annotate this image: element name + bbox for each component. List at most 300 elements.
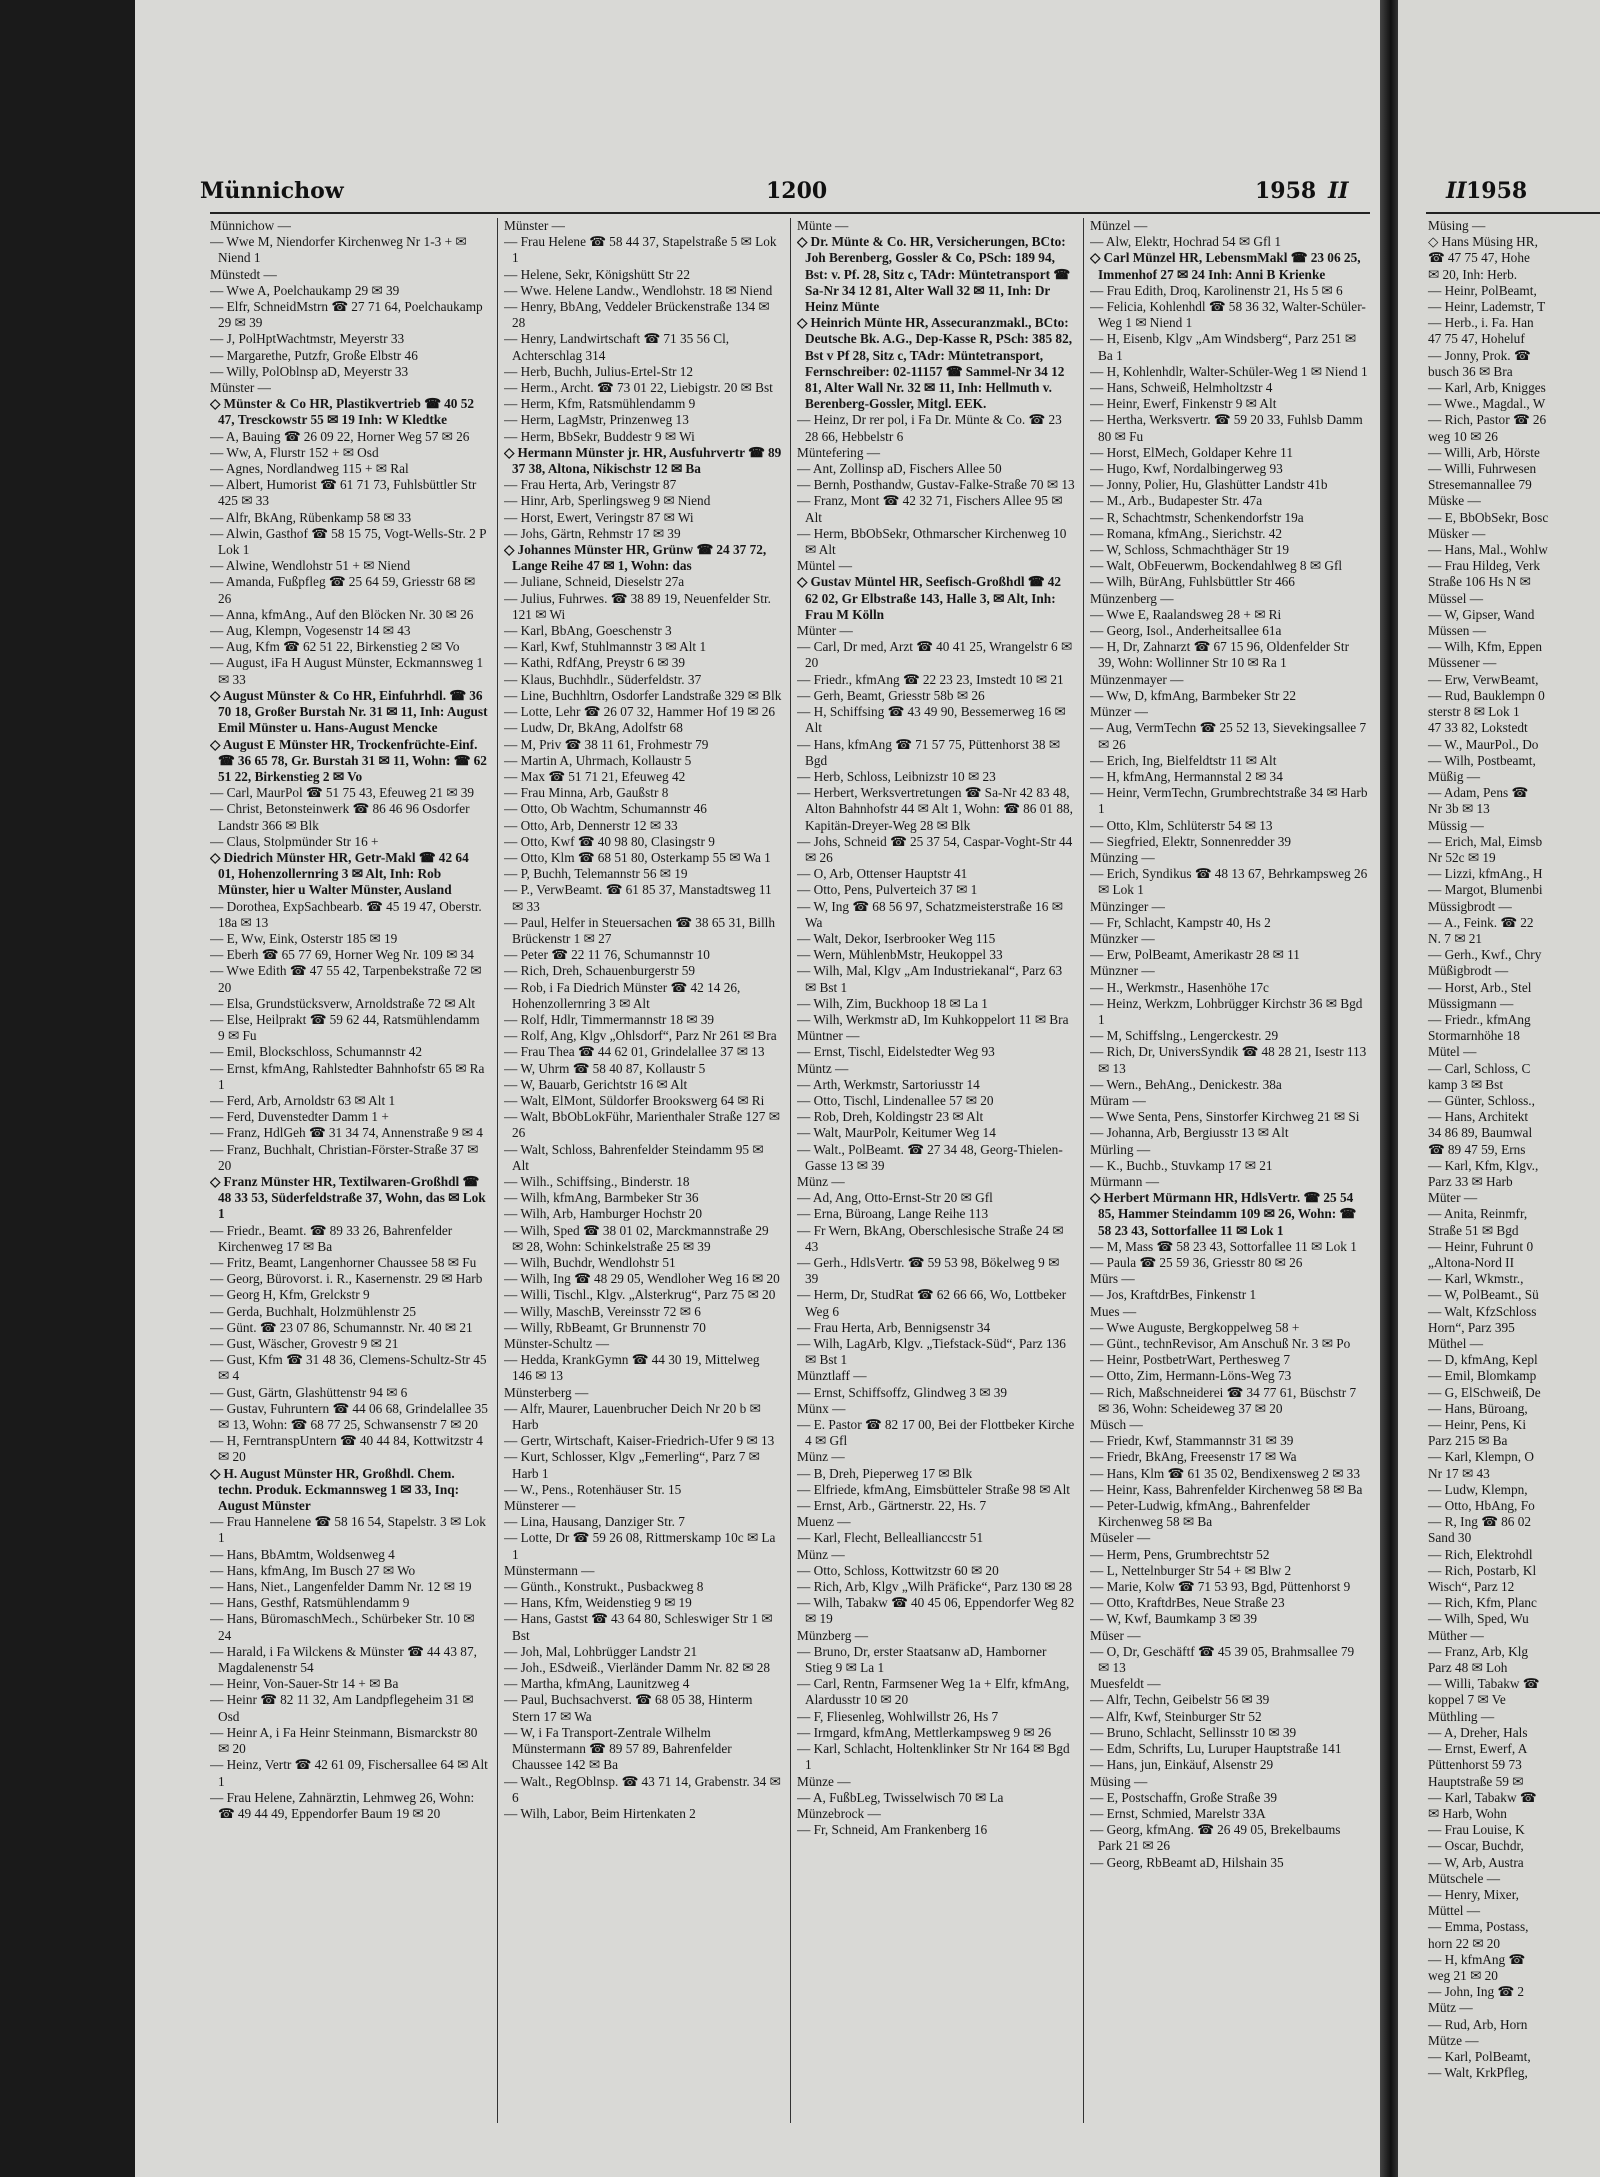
- directory-entry: — Georg, kfmAng. ☎ 26 49 05, Brekelbaums Park 21 ✉ 26: [1090, 1822, 1341, 1854]
- directory-entry: — Herm, LagMstr, Prinzenweg 13: [504, 412, 689, 428]
- directory-entry: — Alfr, Techn, Geibelstr 56 ✉ 39: [1090, 1692, 1270, 1708]
- next-page-entry: — A, Dreher, Hals: [1428, 1724, 1528, 1740]
- directory-entry: — Horst, ElMech, Goldaper Kehre 11: [1090, 444, 1293, 460]
- directory-entry: — Rob, i Fa Diedrich Münster ☎ 42 14 26, Hohenzollernring 3 ✉ Alt: [504, 979, 741, 1011]
- next-page-entry: Stresemannallee 79: [1428, 477, 1532, 493]
- next-page-entry: — Karl, Klempn, O: [1428, 1449, 1534, 1465]
- directory-entry: — Wilh, Tabakw ☎ 40 45 06, Eppendorfer Weg 82 ✉ 19: [797, 1595, 1075, 1627]
- directory-entry: — Wilh, Sped ☎ 38 01 02, Marckmannstraße 29 ✉ 28, Wohn: Schinkelstraße 25 ✉ 39: [504, 1222, 769, 1254]
- next-page-entry: Müssig —: [1428, 817, 1484, 833]
- directory-entry: — Frau Hannelene ☎ 58 16 54, Stapelstr. 3 ✉ Lok 1: [210, 1514, 486, 1546]
- directory-entry: — Hans, kfmAng, Im Busch 27 ✉ Wo: [210, 1562, 416, 1578]
- directory-entry: — Bernh, Posthandw, Gustav-Falke-Straße 70 ✉ 13: [797, 477, 1075, 493]
- next-page-entry: 34 86 89, Baumwal: [1428, 1125, 1533, 1141]
- directory-entry: — Frau Herta, Arb, Bennigsenstr 34: [797, 1319, 991, 1335]
- surname-heading: Mürmann —: [1090, 1173, 1160, 1189]
- directory-entry: — P., VerwBeamt. ☎ 61 85 37, Manstadtsweg 11 ✉ 33: [504, 882, 772, 914]
- column-divider: [497, 218, 498, 2123]
- surname-heading: Münster-Schultz —: [504, 1336, 609, 1352]
- next-page-entry: ✉ Harb, Wohn: [1428, 1805, 1507, 1821]
- directory-entry: — Heinr, PostbetrWart, Perthesweg 7: [1090, 1352, 1291, 1368]
- next-page-entry: ◇ Hans Müsing HR,: [1428, 234, 1538, 250]
- directory-entry: — Ernst, Schiffsoffz, Glindweg 3 ✉ 39: [797, 1384, 1008, 1400]
- surname-heading: Müntz —: [797, 1060, 849, 1076]
- next-page-entry: — Karl, Kfm, Klgv.,: [1428, 1157, 1539, 1173]
- directory-entry: — Heinr, Ewerf, Finkenstr 9 ✉ Alt: [1090, 396, 1277, 412]
- directory-entry: — Otto, Ob Wachtm, Schumannstr 46: [504, 801, 707, 817]
- directory-entry: — Lotte, Lehr ☎ 26 07 32, Hammer Hof 19 ✉ 26: [504, 704, 776, 720]
- directory-entry: — Irmgard, kfmAng, Mettlerkampsweg 9 ✉ 26: [797, 1724, 1052, 1740]
- directory-entry: — W, i Fa Transport-Zentrale Wilhelm Münstermann ☎ 89 57 89, Bahrenfelder Chaussee 142 ✉ Ba: [504, 1724, 732, 1773]
- next-page-entry: Müthling —: [1428, 1708, 1495, 1724]
- directory-entry: — Georg H, Kfm, Grelckstr 9: [210, 1287, 370, 1303]
- directory-entry: — Heinz, Werkzm, Lohbrügger Kirchstr 36 ✉ Bgd 1: [1090, 995, 1363, 1027]
- directory-entry: — Walt, Schloss, Bahrenfelder Steindamm 95 ✉ Alt: [504, 1141, 764, 1173]
- next-page-entry: Püttenhorst 59 73: [1428, 1757, 1522, 1773]
- next-page-volume: II: [1446, 178, 1467, 204]
- next-page-entry: — Horst, Arb., Stel: [1428, 979, 1532, 995]
- directory-entry: — Rolf, Hdlr, Timmermannstr 18 ✉ 39: [504, 1011, 715, 1027]
- directory-entry: — Christ, Betonsteinwerk ☎ 86 46 96 Osdorfer Landstr 366 ✉ Blk: [210, 801, 470, 833]
- directory-entry: — Lotte, Dr ☎ 59 26 08, Rittmerskamp 10c ✉ La 1: [504, 1530, 776, 1562]
- directory-entry: — Herm, BbObSekr, Othmarscher Kirchenweg 10 ✉ Alt: [797, 525, 1067, 558]
- next-page-entry: Müßigbrodt —: [1428, 963, 1509, 979]
- directory-entry: ◇ Johannes Münster HR, Grünw ☎ 24 37 72, Lange Reihe 47 ✉ 1, Wohn: das: [504, 542, 767, 574]
- surname-heading: Münzinger —: [1090, 898, 1165, 914]
- page-number: 1200: [766, 178, 828, 204]
- directory-entry: — Ww, D, kfmAng, Barmbeker Str 22: [1090, 687, 1297, 703]
- directory-entry: — Elfr, SchneidMstrn ☎ 27 71 64, Poelchaukamp 29 ✉ 39: [210, 299, 483, 331]
- directory-entry: — Marie, Kolw ☎ 71 53 93, Bgd, Püttenhorst 9: [1090, 1579, 1351, 1595]
- directory-entry: — Frau Minna, Arb, Gaußstr 8: [504, 785, 669, 801]
- next-page-entry: horn 22 ✉ 20: [1428, 1935, 1501, 1951]
- next-page-entry: — Willi, Fuhrwesen: [1428, 461, 1537, 477]
- directory-entry: — Arth, Werkmstr, Sartoriusstr 14: [797, 1076, 980, 1092]
- directory-entry: — Willy, PolOblnsp aD, Meyerstr 33: [210, 363, 409, 379]
- directory-entry: — Wwe Auguste, Bergkoppelweg 58 +: [1090, 1319, 1300, 1335]
- next-page-entry: Müssigmann —: [1428, 995, 1514, 1011]
- directory-entry: — Gerda, Buchhalt, Holzmühlenstr 25: [210, 1303, 417, 1319]
- directory-entry: — Joh, Mal, Lohbrügger Landstr 21: [504, 1643, 698, 1659]
- next-page-entry: — Hans, Büroang,: [1428, 1400, 1528, 1416]
- next-page-entry: Sand 30: [1428, 1530, 1472, 1546]
- directory-entry: — Franz, Mont ☎ 42 32 71, Fischers Allee 95 ✉ Alt: [797, 493, 1063, 525]
- directory-entry: — Herm, BbSekr, Buddestr 9 ✉ Wi: [504, 428, 695, 444]
- surname-heading: Münzel —: [1090, 218, 1148, 233]
- surname-heading: Münnichow —: [210, 218, 291, 233]
- next-page-entry: — W, PolBeamt., Sü: [1428, 1287, 1539, 1303]
- next-page-entry: Nr 17 ✉ 43: [1428, 1465, 1490, 1481]
- next-page-entry: — Willi, Tabakw ☎: [1428, 1676, 1540, 1692]
- directory-entry: — Peter ☎ 22 11 76, Schumannstr 10: [504, 947, 710, 963]
- next-page-entry: — Rich, Pastor ☎ 26: [1428, 412, 1547, 428]
- next-page-entry: — W, Gipser, Wand: [1428, 606, 1535, 622]
- directory-entry: — Emil, Blockschloss, Schumannstr 42: [210, 1044, 423, 1060]
- next-page-entry: — Anita, Reinmfr,: [1428, 1206, 1528, 1222]
- surname-heading: Münsterer —: [504, 1498, 576, 1514]
- surname-heading: Müram —: [1090, 1092, 1146, 1108]
- directory-entry: — Juliane, Schneid, Dieselstr 27a: [504, 574, 685, 590]
- surname-heading: Münze —: [797, 1773, 851, 1789]
- directory-entry: — Elsa, Grundstücksverw, Arnoldstraße 72 ✉ Alt: [210, 995, 476, 1011]
- directory-entry: — Eberh ☎ 65 77 69, Horner Weg Nr. 109 ✉ 34: [210, 947, 474, 963]
- directory-entry: — Wilh, Labor, Beim Hirtenkaten 2: [504, 1805, 696, 1821]
- next-page-entry: — E, BbObSekr, Bosc: [1428, 509, 1549, 525]
- directory-entry: — Fritz, Beamt, Langenhorner Chaussee 58 ✉ Fu: [210, 1255, 477, 1270]
- surname-heading: Münzker —: [1090, 930, 1155, 946]
- column-divider: [1083, 218, 1084, 2123]
- next-page-entry: — Wilh, Sped, Wu: [1428, 1611, 1529, 1627]
- next-page-entry: — H, kfmAng ☎: [1428, 1951, 1526, 1967]
- directory-entry: — Fr, Schneid, Am Frankenberg 16: [797, 1822, 988, 1838]
- directory-entry: — Willy, RbBeamt, Gr Brunnenstr 70: [504, 1319, 706, 1335]
- next-page-entry: ☎ 47 75 47, Hohe: [1428, 250, 1530, 266]
- next-page-entry: — Karl, Wkmstr.,: [1428, 1271, 1524, 1287]
- directory-entry: — Herm., Archt. ☎ 73 01 22, Liebigstr. 20 ✉ Bst: [504, 380, 773, 396]
- directory-entry: — Amanda, Fußpfleg ☎ 25 64 59, Griesstr 68 ✉ 26: [210, 574, 476, 606]
- next-page-entry: Nr 3b ✉ 13: [1428, 801, 1490, 817]
- directory-entry: — Walt, BbObLokFühr, Marienthaler Straße 127 ✉ 26: [504, 1109, 780, 1141]
- directory-entry: — Wwe A, Poelchaukamp 29 ✉ 39: [210, 282, 400, 298]
- next-page-entry: busch 36 ✉ Bra: [1428, 363, 1513, 379]
- next-page-entry: — Wilh, Postbeamt,: [1428, 752, 1536, 768]
- directory-entry: — Carl, Dr med, Arzt ☎ 40 41 25, Wrangelstr 6 ✉ 20: [797, 639, 1073, 671]
- next-page-entry: — Herb., i. Fa. Han: [1428, 315, 1534, 331]
- directory-entry: ◇ Gustav Müntel HR, Seefisch-Großhdl ☎ 42 62 02, Gr Elbstraße 143, Halle 3, ✉ Alt, Inh: Frau M Kölln: [797, 574, 1062, 622]
- directory-entry: — H, Dr, Zahnarzt ☎ 67 15 96, Oldenfelder Str 39, Wohn: Wollinner Str 10 ✉ Ra 1: [1090, 639, 1350, 671]
- directory-entry: — Alwine, Wendlohstr 51 + ✉ Niend: [210, 558, 411, 574]
- directory-entry: — Wern., BehAng., Denickestr. 38a: [1090, 1076, 1282, 1092]
- directory-entry: — Wilh, Ing ☎ 48 29 05, Wendloher Weg 16 ✉ 20: [504, 1271, 780, 1287]
- next-page-entry: — Hans, Mal., Wohlw: [1428, 542, 1548, 558]
- directory-entry: — Wern, MühlenbMstr, Heukoppel 33: [797, 947, 1003, 963]
- directory-entry: — Günt., technRevisor, Am Anschuß Nr. 3 ✉ Po: [1090, 1336, 1351, 1352]
- directory-entry: — Siegfried, Elektr, Sonnenredder 39: [1090, 833, 1292, 849]
- next-page-entry: — A., Feink. ☎ 22: [1428, 914, 1534, 930]
- next-page-entry: — Rich, Kfm, Planc: [1428, 1595, 1537, 1611]
- next-page-entry: kamp 3 ✉ Bst: [1428, 1076, 1504, 1092]
- next-page-entry: Nr 52c ✉ 19: [1428, 849, 1496, 865]
- directory-entry: — Gust, Wäscher, Grovestr 9 ✉ 21: [210, 1336, 399, 1352]
- directory-entry: — Gerh., HdlsVertr. ☎ 59 53 98, Bökelweg 9 ✉ 39: [797, 1255, 1060, 1287]
- directory-entry: — Heinr, Kass, Bahrenfelder Kirchenweg 58 ✉ Ba: [1090, 1481, 1363, 1497]
- directory-entry: — Ferd, Arb, Arnoldstr 63 ✉ Alt 1: [210, 1092, 396, 1108]
- directory-entry: — Otto, Schloss, Kottwitzstr 60 ✉ 20: [797, 1562, 999, 1578]
- directory-entry: — K., Buchb., Stuvkamp 17 ✉ 21: [1090, 1157, 1273, 1173]
- directory-entry: ◇ Heinrich Münte HR, Assecuranzmakl., BCto: Deutsche Bk. A.G., Dep-Kasse R, PSch: 385 82, Bst v Pf 28, Sitz c, TAdr: Müntetransport, Fernschreiber: 02-11157 ☎ Sammel-Nr 34 12 81, Alter Wall Nr. 32 ✉ 11, Inh: Hellmuth v. Berenberg-Gossler, Mitgl. EEK.: [797, 315, 1073, 412]
- directory-entry: — Alwin, Gasthof ☎ 58 15 75, Vogt-Wells-Str. 2 P Lok 1: [210, 525, 487, 558]
- next-page-entry: — Heinr, Lademstr, T: [1428, 299, 1546, 315]
- surname-heading: Münzenmayer —: [1090, 671, 1184, 687]
- directory-entry: — M, Mass ☎ 58 23 43, Sottorfallee 11 ✉ Lok 1: [1090, 1238, 1357, 1254]
- next-page-entry: Müsing —: [1428, 218, 1486, 233]
- surname-heading: Müsch —: [1090, 1417, 1143, 1433]
- directory-entry: — W, Schloss, Schmachthäger Str 19: [1090, 542, 1290, 558]
- directory-entry: — Ferd, Duvenstedter Damm 1 +: [210, 1109, 389, 1125]
- directory-entry: — Erna, Büroang, Lange Reihe 113: [797, 1206, 989, 1222]
- directory-entry: — B, Dreh, Pieperweg 17 ✉ Blk: [797, 1465, 973, 1481]
- next-page-entry: — Margot, Blumenbi: [1428, 882, 1543, 898]
- directory-entry: — Gust, Kfm ☎ 31 48 36, Clemens-Schultz-Str 45 ✉ 4: [210, 1352, 487, 1384]
- directory-entry: ◇ Herbert Mürmann HR, HdlsVertr. ☎ 25 54 85, Hammer Steindamm 109 ✉ 26, Wohn: ☎ 58 23 43, Sottorfallee 11 ✉ Lok 1: [1090, 1190, 1357, 1238]
- next-page-entry: N. 7 ✉ 21: [1428, 930, 1482, 946]
- next-page-entry: ☎ 89 47 59, Erns: [1428, 1141, 1526, 1157]
- surname-heading: Münsterberg —: [504, 1384, 589, 1400]
- next-page-entry: — Wilh, Kfm, Eppen: [1428, 639, 1543, 655]
- directory-entry: — Bruno, Schlacht, Sellinsstr 10 ✉ 39: [1090, 1724, 1297, 1740]
- directory-entry: — Wilh, kfmAng, Barmbeker Str 36: [504, 1190, 699, 1206]
- directory-entry: — Agnes, Nordlandweg 115 + ✉ Ral: [210, 461, 409, 477]
- directory-entry: — Friedr, BkAng, Freesenstr 17 ✉ Wa: [1090, 1449, 1297, 1465]
- next-page-entry: Müßig —: [1428, 768, 1481, 784]
- directory-entry: — Heinr A, i Fa Heinr Steinmann, Bismarckstr 80 ✉ 20: [210, 1724, 478, 1757]
- next-page-entry: Müsker —: [1428, 525, 1486, 541]
- directory-entry: — Henry, Landwirtschaft ☎ 71 35 56 Cl, Achterschlag 314: [504, 331, 730, 363]
- directory-entry: — Wwe Senta, Pens, Sinstorfer Kirchweg 21 ✉ Si: [1090, 1109, 1360, 1125]
- directory-entry: — Frau Edith, Droq, Karolinenstr 21, Hs 5 ✉ 6: [1090, 282, 1343, 298]
- directory-entry: — P, Buchh, Telemannstr 56 ✉ 19: [504, 866, 688, 882]
- directory-entry: — W, Bauarb, Gerichtstr 16 ✉ Alt: [504, 1076, 688, 1092]
- directory-entry: — Margarethe, Putzfr, Große Elbstr 46: [210, 347, 418, 363]
- next-page-entry: — Heinr, PolBeamt,: [1428, 282, 1537, 298]
- next-page-entry: Parz 48 ✉ Loh: [1428, 1660, 1508, 1676]
- directory-entry: — Willi, Tischl., Klgv. „Alsterkrug“, Parz 75 ✉ 20: [504, 1287, 776, 1303]
- next-page-entry: weg 21 ✉ 20: [1428, 1967, 1498, 1983]
- directory-entry: — Martha, kfmAng, Launitzweg 4: [504, 1676, 690, 1692]
- directory-entry: ◇ Diedrich Münster HR, Getr-Makl ☎ 42 64 01, Hohenzollernring 3 ✉ Alt, Inh: Rob Münster, hier u Walter Münster, Ausland: [210, 849, 469, 898]
- next-page-entry: Müter —: [1428, 1190, 1478, 1206]
- directory-entry: — Otto, Arb, Dennerstr 12 ✉ 33: [504, 817, 678, 833]
- next-page-entry: Wisch“, Parz 12: [1428, 1579, 1515, 1595]
- directory-entry: — Erw, PolBeamt, Amerikastr 28 ✉ 11: [1090, 947, 1300, 963]
- directory-entry: — Hans, Niet., Langenfelder Damm Nr. 12 ✉ 19: [210, 1579, 472, 1595]
- directory-entry: — Max ☎ 51 71 21, Efeuweg 42: [504, 768, 686, 784]
- directory-entry: — Rich, Dreh, Schauenburgerstr 59: [504, 963, 696, 979]
- column-divider: [790, 218, 791, 2123]
- directory-entry: — Wwe. Helene Landw., Wendlohstr. 18 ✉ Niend: [504, 282, 773, 298]
- next-page-entry: — Karl, Arb, Knigges: [1428, 380, 1546, 396]
- directory-entry: — Friedr, Kwf, Stammannstr 31 ✉ 39: [1090, 1433, 1294, 1449]
- directory-column-3: [797, 218, 1075, 2138]
- directory-entry: — Wwe M, Niendorfer Kirchenweg Nr 1-3 + ✉ Niend 1: [210, 234, 467, 266]
- directory-entry: — Gust, Gärtn, Glashüttenstr 94 ✉ 6: [210, 1384, 408, 1400]
- directory-entry: — Herbert, Werksvertretungen ☎ Sa-Nr 42 83 48, Alton Bahnhofstr 44 ✉ Alt 1, Wohn: ☎ 86 01 88, Kapitän-Dreyer-Weg 28 ✉ Blk: [797, 785, 1073, 833]
- directory-entry: — Günt. ☎ 23 07 86, Schumannstr. Nr. 40 ✉ 21: [210, 1319, 473, 1335]
- next-page-entry: Müttel —: [1428, 1903, 1481, 1919]
- directory-entry: — Walt., RegOblnsp. ☎ 43 71 14, Grabenstr. 34 ✉ 6: [504, 1773, 781, 1805]
- surname-heading: Münster —: [210, 380, 271, 396]
- directory-entry: — Aug, Klempn, Vogesenstr 14 ✉ 43: [210, 623, 411, 639]
- next-page-entry: Parz 215 ✉ Ba: [1428, 1433, 1508, 1449]
- surname-heading: Münte —: [797, 218, 849, 233]
- directory-entry: — Georg, RbBeamt aD, Hilshain 35: [1090, 1854, 1284, 1870]
- directory-entry: — Johs, Gärtn, Rehmstr 17 ✉ 39: [504, 525, 681, 541]
- next-page-entry: — Otto, HbAng, Fo: [1428, 1498, 1535, 1514]
- directory-entry: — Kathi, RdfAng, Preystr 6 ✉ 39: [504, 655, 686, 671]
- next-page-entry: Müske —: [1428, 493, 1481, 509]
- directory-entry: — Walt, MaurPolr, Keitumer Weg 14: [797, 1125, 996, 1141]
- next-page-entry: Müssel —: [1428, 590, 1484, 606]
- directory-column-1: [210, 218, 488, 2138]
- directory-entry: — Heinr ☎ 82 11 32, Am Landpflegeheim 31 ✉ Osd: [210, 1692, 474, 1724]
- directory-entry: — Erich, Ing, Bielfeldtstr 11 ✉ Alt: [1090, 752, 1277, 768]
- directory-entry: — Hedda, KrankGymn ☎ 44 30 19, Mittelweg 146 ✉ 13: [504, 1352, 760, 1384]
- directory-entry: ◇ H. August Münster HR, Großhdl. Chem. techn. Produk. Eckmannsweg 1 ✉ 33, Inq: August Münster: [210, 1465, 460, 1514]
- directory-entry: — M., Arb., Budapester Str. 47a: [1090, 493, 1263, 509]
- surname-heading: Münz —: [797, 1449, 845, 1465]
- surname-heading: Müntel —: [797, 558, 853, 574]
- directory-entry: — H., Werkmstr., Hasenhöhe 17c: [1090, 979, 1269, 995]
- next-page-entry: — Emma, Postass,: [1428, 1919, 1529, 1935]
- surname-heading: Münzberg —: [797, 1627, 869, 1643]
- directory-entry: — Georg, Bürovorst. i. R., Kasernenstr. 29 ✉ Harb: [210, 1271, 483, 1287]
- directory-entry: — E. Pastor ☎ 82 17 00, Bei der Flottbeker Kirche 4 ✉ Gfl: [797, 1417, 1075, 1449]
- directory-entry: ◇ August E Münster HR, Trockenfrüchte-Einf. ☎ 36 65 78, Gr. Burstah 31 ✉ 11, Wohn: ☎ 62 51 22, Birkenstieg 2 ✉ Vo: [210, 736, 487, 784]
- next-page-entry: — R, Ing ☎ 86 02: [1428, 1514, 1531, 1530]
- directory-entry: — Karl, Kwf, Stuhlmannstr 3 ✉ Alt 1: [504, 639, 707, 655]
- directory-entry: — Hans, Kfm, Weidenstieg 9 ✉ 19: [504, 1595, 692, 1611]
- directory-entry: — Ant, Zollinsp aD, Fischers Allee 50: [797, 461, 1002, 477]
- surname-heading: Münz —: [797, 1173, 845, 1189]
- next-page-entry: — G, ElSchweiß, De: [1428, 1384, 1541, 1400]
- next-page-entry: — Hans, Architekt: [1428, 1109, 1529, 1125]
- directory-entry: — Gustav, Fuhruntern ☎ 44 06 68, Grindelallee 35 ✉ 13, Wohn: ☎ 68 77 25, Schwansenstr 7 ✉ 20: [210, 1400, 488, 1433]
- directory-entry: — Peter-Ludwig, kfmAng., Bahrenfelder Kirchenweg 58 ✉ Ba: [1090, 1498, 1310, 1530]
- directory-entry: — Paul, Helfer in Steuersachen ☎ 38 65 31, Billh Brückenstr 1 ✉ 27: [504, 914, 776, 946]
- next-page-entry: 47 33 82, Lokstedt: [1428, 720, 1528, 736]
- next-page-entry: — Karl, Tabakw ☎: [1428, 1789, 1537, 1805]
- directory-entry: — Hans, Gastst ☎ 43 64 80, Schleswiger Str 1 ✉ Bst: [504, 1611, 773, 1643]
- directory-entry: — Albert, Humorist ☎ 61 71 73, Fuhlsbüttler Str 425 ✉ 33: [210, 477, 477, 509]
- directory-entry: — Willy, MaschB, Vereinsstr 72 ✉ 6: [504, 1303, 701, 1319]
- page-header-year: 1958: [1255, 178, 1317, 204]
- directory-entry: — Martin A, Uhrmach, Kollaustr 5: [504, 752, 692, 768]
- directory-entry: — Otto, KraftdrBes, Neue Straße 23: [1090, 1595, 1285, 1611]
- directory-entry: — O, Dr, Geschäftf ☎ 45 39 05, Brahmsallee 79 ✉ 13: [1090, 1643, 1355, 1676]
- surname-heading: Münzner —: [1090, 963, 1155, 979]
- directory-entry: — Walt., PolBeamt. ☎ 27 34 48, Georg-Thielen-Gasse 13 ✉ 39: [797, 1141, 1063, 1173]
- directory-entry: — Ernst, Tischl, Eidelstedter Weg 93: [797, 1044, 995, 1060]
- next-page-entry: Straße 51 ✉ Bgd: [1428, 1222, 1519, 1238]
- directory-entry: — Hans, Gesthf, Ratsmühlendamm 9: [210, 1595, 410, 1611]
- directory-entry: — Hugo, Kwf, Nordalbingerweg 93: [1090, 461, 1283, 477]
- directory-column-2: [504, 218, 782, 2138]
- directory-entry: — Wilh, BürAng, Fuhlsbüttler Str 466: [1090, 574, 1295, 590]
- directory-entry: — A, Bauing ☎ 26 09 22, Horner Weg 57 ✉ 26: [210, 428, 470, 444]
- directory-entry: — Herm, Pens, Grumbrechtstr 52: [1090, 1546, 1270, 1562]
- directory-entry: — Ernst, kfmAng, Rahlstedter Bahnhofstr 65 ✉ Ra 1: [210, 1060, 485, 1092]
- surname-heading: Münzer —: [1090, 704, 1148, 720]
- next-page-entry: — Willi, Arb, Hörste: [1428, 444, 1540, 460]
- next-page-entry: — Oscar, Buchdr,: [1428, 1838, 1524, 1854]
- surname-heading: Muesfeldt —: [1090, 1676, 1161, 1692]
- directory-entry: — Wilh, Arb, Hamburger Hochstr 20: [504, 1206, 703, 1222]
- surname-heading: Müser —: [1090, 1627, 1141, 1643]
- directory-entry: — Wilh, Zim, Buckhoop 18 ✉ La 1: [797, 995, 988, 1011]
- directory-entry: — Ww, A, Flurstr 152 + ✉ Osd: [210, 444, 379, 460]
- next-page-entry: — Günter, Schloss.,: [1428, 1092, 1535, 1108]
- next-page-entry: — D, kfmAng, Kepl: [1428, 1352, 1538, 1368]
- directory-entry: — Bruno, Dr, erster Staatsanw aD, Hamborner Stieg 9 ✉ La 1: [797, 1643, 1047, 1676]
- next-page-entry: — Rich, Elektrohdl: [1428, 1546, 1533, 1562]
- directory-entry: — Jonny, Polier, Hu, Glashütter Landstr 41b: [1090, 477, 1328, 493]
- next-page-entry: koppel 7 ✉ Ve: [1428, 1692, 1506, 1708]
- next-page-entry: — John, Ing ☎ 2: [1428, 1984, 1524, 2000]
- directory-entry: — Karl, Schlacht, Holtenklinker Str Nr 164 ✉ Bgd 1: [797, 1741, 1070, 1773]
- directory-entry: — Kurt, Schlosser, Klgv „Femerling“, Parz 7 ✉ Harb 1: [504, 1449, 760, 1481]
- directory-entry: — Alfr, Kwf, Steinburger Str 52: [1090, 1708, 1262, 1724]
- next-page-entry: Mütze —: [1428, 2032, 1479, 2048]
- directory-entry: — Erich, Syndikus ☎ 48 13 67, Behrkampsweg 26 ✉ Lok 1: [1090, 866, 1368, 898]
- next-page-entry: — Emil, Blomkamp: [1428, 1368, 1537, 1384]
- directory-entry: — W, Uhrm ☎ 58 40 87, Kollaustr 5: [504, 1060, 706, 1076]
- directory-entry: — Karl, BbAng, Goeschenstr 3: [504, 623, 672, 639]
- next-page-entry: — W, Arb, Austra: [1428, 1854, 1524, 1870]
- directory-entry: — H, Eisenb, Klgv „Am Windsberg“, Parz 251 ✉ Ba 1: [1090, 331, 1357, 363]
- next-page-entry: Horn“, Parz 395: [1428, 1319, 1515, 1335]
- next-page-entry: Mütschele —: [1428, 1870, 1501, 1886]
- directory-entry: — H, FerntranspUntern ☎ 40 44 84, Kottwitzstr 4 ✉ 20: [210, 1433, 483, 1465]
- directory-entry: — Carl, Rentn, Farmsener Weg 1a + Elfr, kfmAng, Alardusstr 10 ✉ 20: [797, 1676, 1070, 1708]
- directory-entry: — Wwe E, Raalandsweg 28 + ✉ Ri: [1090, 606, 1282, 622]
- directory-entry: — Wilh, Mal, Klgv „Am Industriekanal“, Parz 63 ✉ Bst 1: [797, 963, 1063, 995]
- surname-heading: Münzebrock —: [797, 1805, 881, 1821]
- directory-entry: — A, FußbLeg, Twisselwisch 70 ✉ La: [797, 1789, 1004, 1805]
- directory-entry: — Fr, Schlacht, Kampstr 40, Hs 2: [1090, 914, 1271, 930]
- directory-entry: — H, kfmAng, Hermannstal 2 ✉ 34: [1090, 768, 1283, 784]
- directory-entry: — August, iFa H August Münster, Eckmannsweg 1 ✉ 33: [210, 655, 484, 687]
- next-page-entry: — Heinr, Pens, Ki: [1428, 1417, 1527, 1433]
- directory-entry: — Wilh, Buchdr, Wendlohstr 51: [504, 1255, 676, 1270]
- surname-heading: Müntefering —: [797, 444, 881, 460]
- next-page-entry: — Wwe., Magdal., W: [1428, 396, 1546, 412]
- directory-entry: ◇ August Münster & Co HR, Einfuhrhdl. ☎ 36 70 18, Großer Burstah Nr. 31 ✉ 11, Inh: August Emil Münster u. Hans-August Mencke: [210, 687, 488, 736]
- directory-entry: — W, Kwf, Baumkamp 3 ✉ 39: [1090, 1611, 1258, 1627]
- directory-entry: — Wilh, LagArb, Klgv. „Tiefstack-Süd“, Parz 136 ✉ Bst 1: [797, 1336, 1066, 1368]
- directory-entry: — Ernst, Arb., Gärtnerstr. 22, Hs. 7: [797, 1498, 987, 1514]
- next-page-entry: Müther —: [1428, 1627, 1484, 1643]
- surname-heading: Münzing —: [1090, 849, 1155, 865]
- directory-entry: — Herb, Buchh, Julius-Ertel-Str 12: [504, 363, 694, 379]
- next-page-entry: „Altona-Nord II: [1428, 1255, 1515, 1270]
- directory-entry: — Carl, MaurPol ☎ 51 75 43, Efeuweg 21 ✉ 39: [210, 785, 475, 801]
- directory-entry: — Jos, KraftdrBes, Finkenstr 1: [1090, 1287, 1257, 1303]
- directory-entry: — Otto, Klm ☎ 68 51 80, Osterkamp 55 ✉ Wa 1: [504, 849, 771, 865]
- surname-heading: Müntner —: [797, 1028, 860, 1044]
- directory-entry: — Alfr, Maurer, Lauenbrucher Deich Nr 20 b ✉ Harb: [504, 1400, 761, 1433]
- directory-entry: — Otto, Kwf ☎ 40 98 80, Clasingstr 9: [504, 833, 715, 849]
- next-page-entry: Müssen —: [1428, 623, 1486, 639]
- directory-entry: — Felicia, Kohlenhdl ☎ 58 36 32, Walter-Schüler-Weg 1 ✉ Niend 1: [1090, 299, 1366, 331]
- directory-entry: — W, Ing ☎ 68 56 97, Schatzmeisterstraße 16 ✉ Wa: [797, 898, 1063, 930]
- directory-entry: — H, Schiffsing ☎ 43 49 90, Bessemerweg 16 ✉ Alt: [797, 704, 1066, 736]
- page-header-volume: II: [1328, 178, 1349, 204]
- next-page-entry: — Rud, Arb, Horn: [1428, 2016, 1528, 2032]
- directory-entry: — Edm, Schrifts, Lu, Luruper Hauptstraße 141: [1090, 1741, 1342, 1757]
- next-page-entry: — Adam, Pens ☎: [1428, 785, 1529, 801]
- directory-entry: — Ludw, Dr, BkAng, Adolfstr 68: [504, 720, 683, 736]
- next-page-entry: — Lizzi, kfmAng., H: [1428, 866, 1543, 882]
- next-page-entry: Straße 106 Hs N ✉: [1428, 574, 1531, 590]
- next-page-entry: Stormarnhöhe 18: [1428, 1028, 1520, 1044]
- directory-entry: — Ernst, Schmied, Marelstr 33A: [1090, 1805, 1266, 1821]
- directory-entry: — O, Arb, Ottenser Hauptstr 41: [797, 866, 968, 882]
- directory-entry: — Lina, Hausang, Danziger Str. 7: [504, 1514, 685, 1530]
- directory-entry: — Aug, Kfm ☎ 62 51 22, Birkenstieg 2 ✉ Vo: [210, 639, 460, 655]
- surname-heading: Muenz —: [797, 1514, 851, 1530]
- directory-entry: — Hans, BüromaschMech., Schürbeker Str. 10 ✉ 24: [210, 1611, 475, 1643]
- directory-entry: — E, Postschaffn, Große Straße 39: [1090, 1789, 1277, 1805]
